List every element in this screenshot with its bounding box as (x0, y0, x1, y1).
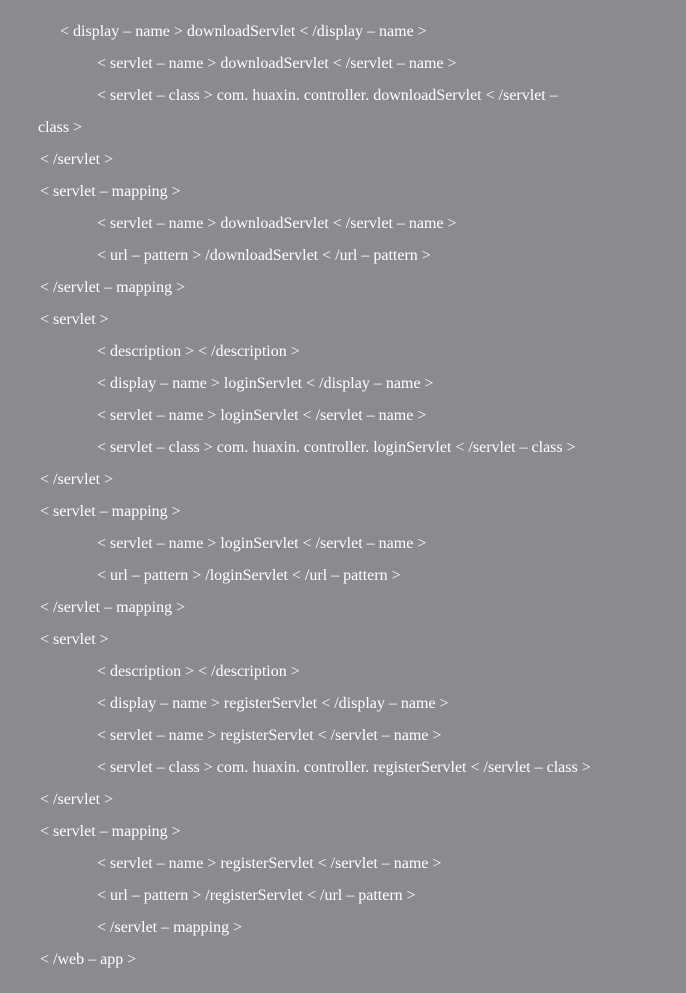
code-line: < /servlet – mapping > (97, 919, 243, 936)
code-line: < description > < /description > (97, 663, 300, 680)
code-line: < /servlet > (40, 471, 114, 488)
code-line: < servlet – name > registerServlet < /servlet – name > (97, 855, 442, 872)
code-line: < /servlet – mapping > (40, 279, 186, 296)
code-line: class > (38, 119, 83, 136)
code-line: < servlet – name > downloadServlet < /servlet – name > (97, 215, 457, 232)
code-line: < servlet – name > loginServlet < /servlet – name > (97, 407, 427, 424)
code-line: < description > < /description > (97, 343, 300, 360)
code-line: < servlet > (40, 631, 109, 648)
code-line: < servlet – mapping > (40, 183, 181, 200)
code-line: < url – pattern > /registerServlet < /url – pattern > (97, 887, 416, 904)
code-line: < servlet – mapping > (40, 823, 181, 840)
code-line: < servlet – class > com. huaxin. controller. downloadServlet < /servlet – (97, 87, 558, 104)
code-line: < servlet > (40, 311, 109, 328)
code-line: < display – name > registerServlet < /display – name > (97, 695, 449, 712)
code-line: < servlet – name > downloadServlet < /servlet – name > (97, 55, 457, 72)
code-line: < /servlet > (40, 151, 114, 168)
code-line: < servlet – mapping > (40, 503, 181, 520)
code-line: < /servlet – mapping > (40, 599, 186, 616)
code-line: < url – pattern > /downloadServlet < /url – pattern > (97, 247, 431, 264)
code-line: < servlet – class > com. huaxin. controller. loginServlet < /servlet – class > (97, 439, 576, 456)
code-line: < /web – app > (40, 951, 137, 968)
code-line: < url – pattern > /loginServlet < /url – pattern > (97, 567, 401, 584)
code-line: < /servlet > (40, 791, 114, 808)
code-line: < servlet – name > registerServlet < /servlet – name > (97, 727, 442, 744)
code-line: < servlet – name > loginServlet < /servlet – name > (97, 535, 427, 552)
code-line: < display – name > downloadServlet < /display – name > (60, 23, 427, 40)
code-line: < servlet – class > com. huaxin. controller. registerServlet < /servlet – class > (97, 759, 591, 776)
code-line: < display – name > loginServlet < /display – name > (97, 375, 434, 392)
